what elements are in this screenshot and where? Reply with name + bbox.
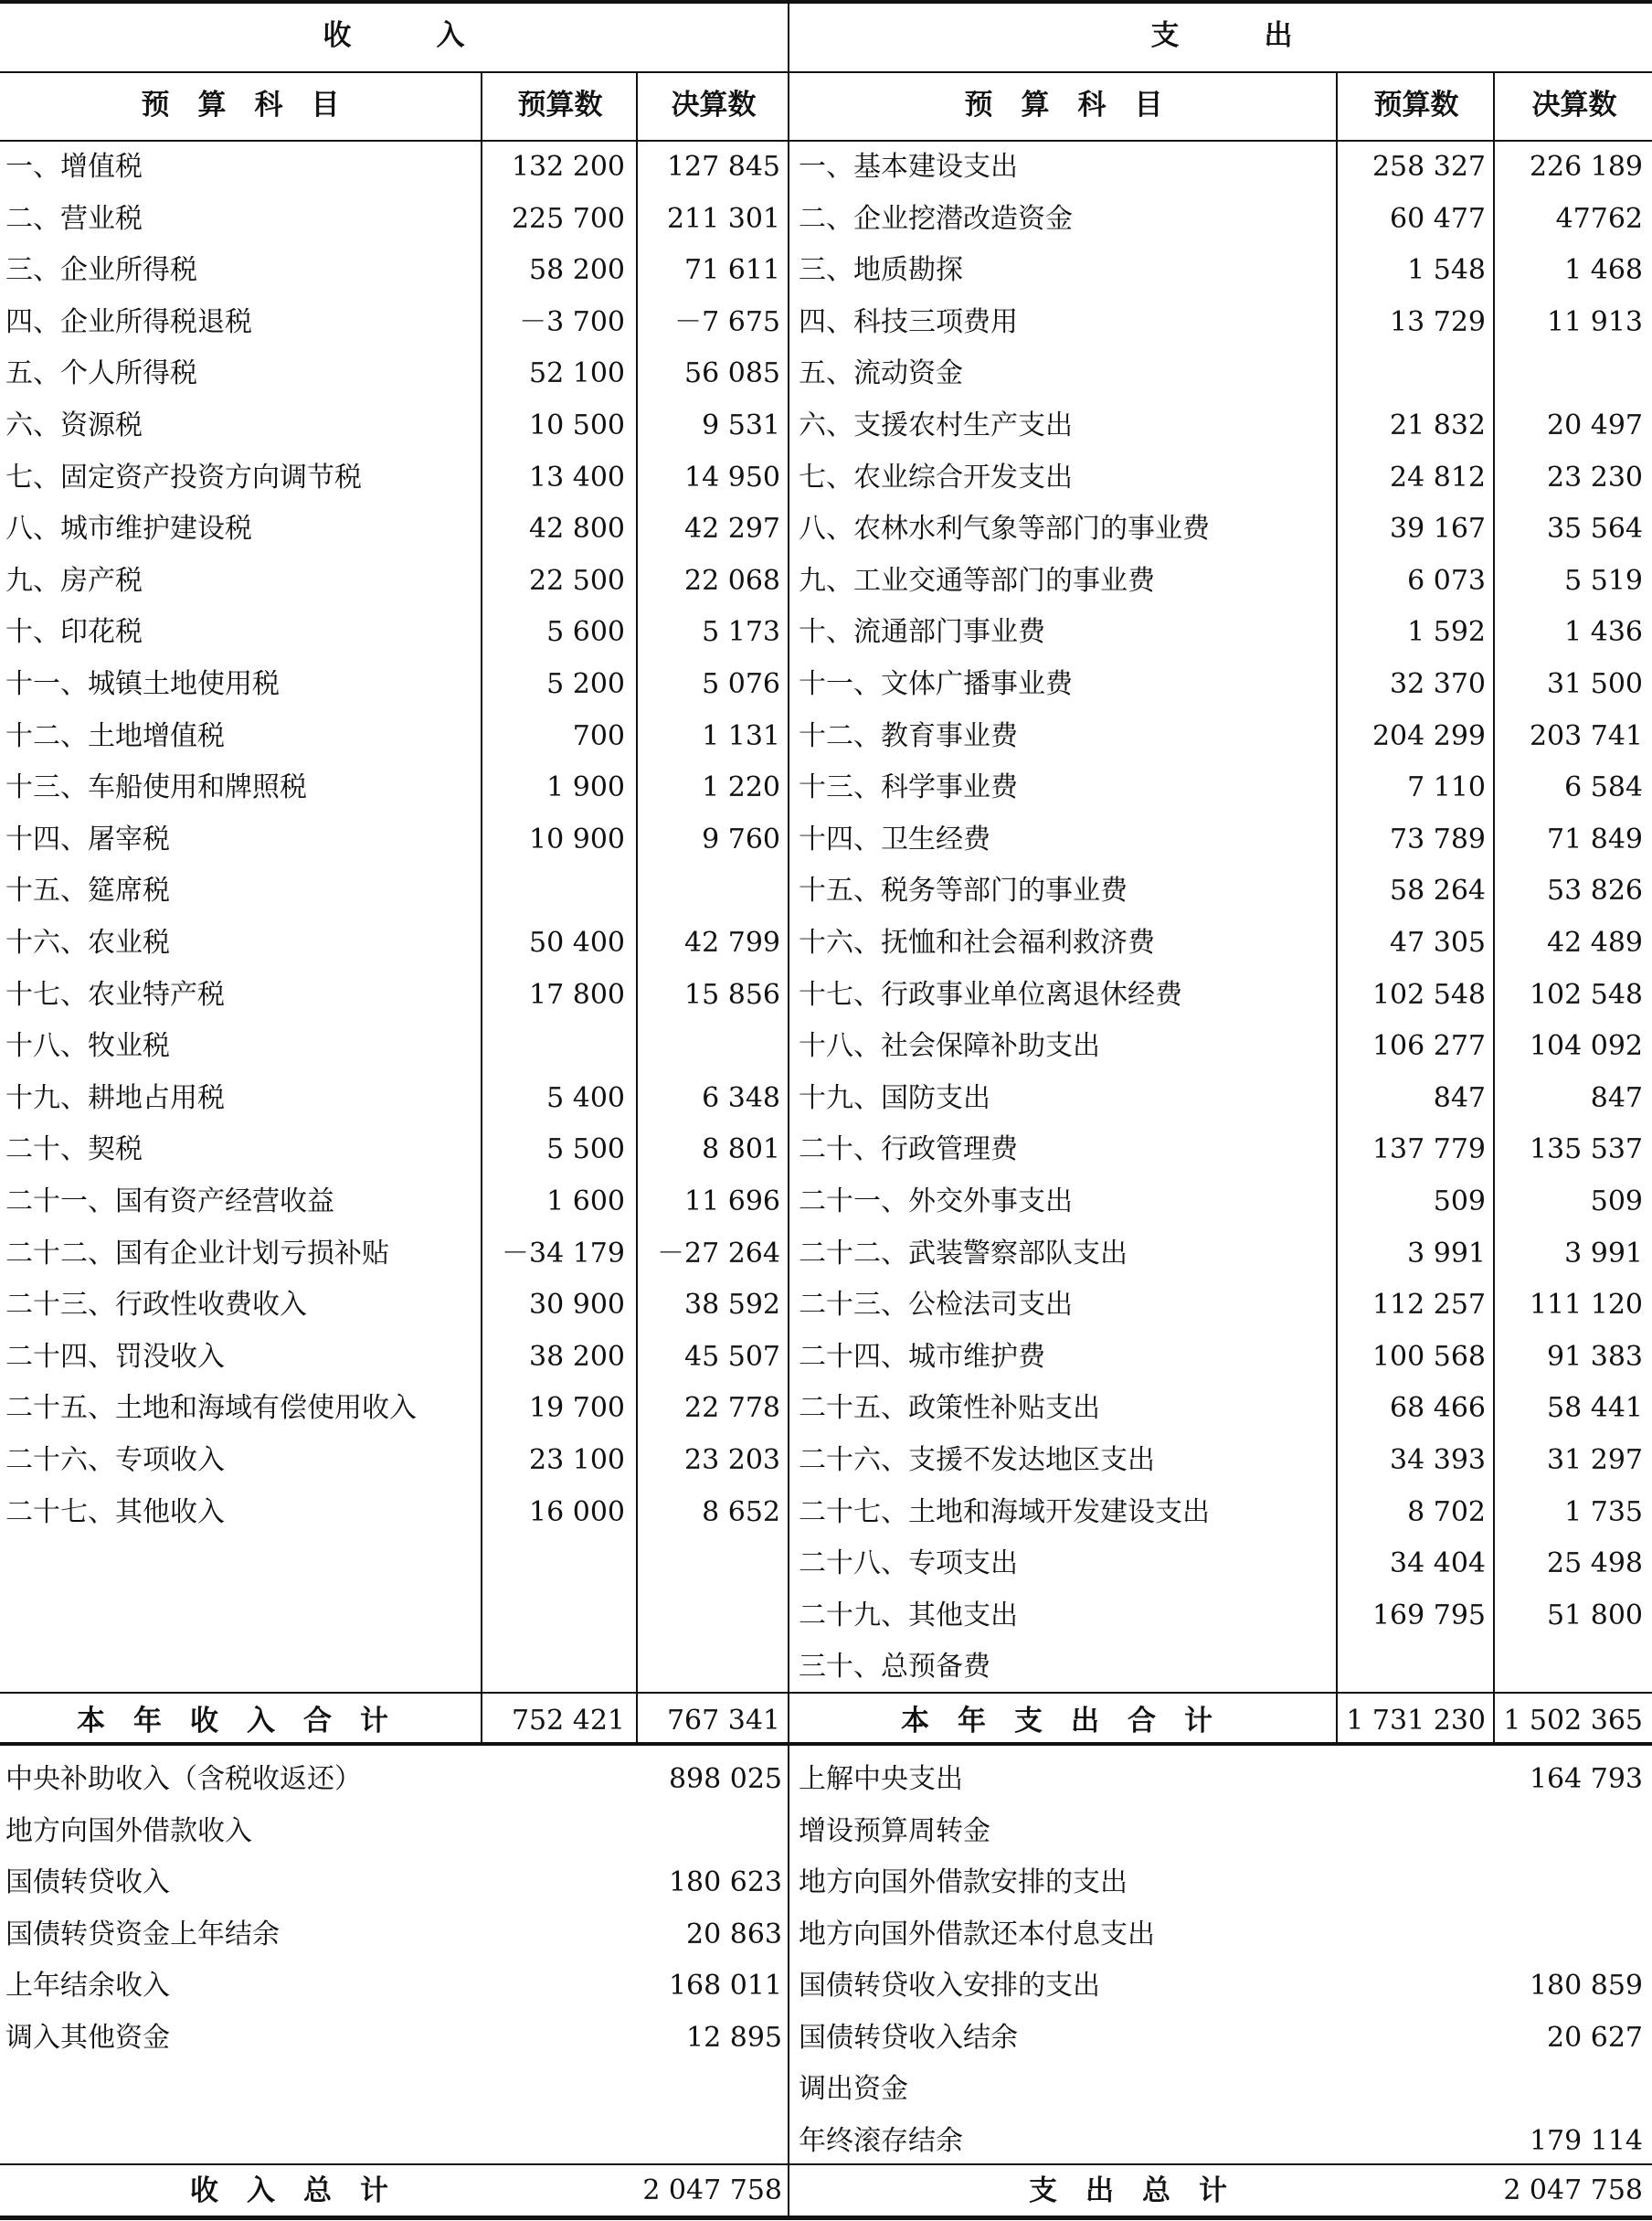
expense-subject-cell: 十八、社会保障补助支出 xyxy=(799,1030,1100,1062)
expense-subject-cell: 七、农业综合开发支出 xyxy=(799,462,1073,494)
income-budget-cell: 58 200 xyxy=(529,254,625,286)
income-final-cell: 45 507 xyxy=(684,1341,780,1373)
expense-budget-cell: 258 327 xyxy=(1371,151,1486,183)
income-annual-total-final: 767 341 xyxy=(666,1705,780,1737)
income-budget-header: 预算数 xyxy=(517,89,603,122)
expense-budget-cell: 106 277 xyxy=(1371,1030,1486,1062)
income-final-cell: 14 950 xyxy=(684,462,780,494)
income-final-cell: 211 301 xyxy=(666,203,780,235)
expense-budget-cell: 7 110 xyxy=(1407,771,1486,803)
expense-budget-cell: 24 812 xyxy=(1390,462,1486,494)
income-final-cell: 71 611 xyxy=(684,254,780,286)
expense-final-cell: 102 548 xyxy=(1529,979,1643,1011)
income-subject-cell: 十八、牧业税 xyxy=(5,1030,170,1062)
expense-subject-cell: 十四、卫生经费 xyxy=(799,824,990,855)
income-final-cell: 15 856 xyxy=(684,979,780,1011)
expense-subject-cell: 二十六、支援不发达地区支出 xyxy=(799,1444,1155,1476)
income-final-cell: 5 076 xyxy=(702,668,780,700)
expense-subject-cell: 二、企业挖潜改造资金 xyxy=(799,203,1073,235)
expense-subject-cell: 十一、文体广播事业费 xyxy=(799,668,1073,700)
expense-subject-cell: 四、科技三项费用 xyxy=(799,306,1018,338)
income-subject-cell: 二十四、罚没收入 xyxy=(5,1341,225,1373)
expense-final-cell: 847 xyxy=(1590,1082,1643,1114)
income-section-title: 收 入 xyxy=(323,19,465,52)
income-final-cell: 8 801 xyxy=(702,1133,780,1165)
income-final-cell: 38 592 xyxy=(684,1289,780,1321)
income-final-cell: 127 845 xyxy=(666,151,780,183)
income-budget-cell: －34 179 xyxy=(502,1238,625,1270)
income-subject-cell: 二十三、行政性收费收入 xyxy=(5,1289,307,1321)
income-final-cell: 5 173 xyxy=(702,616,780,648)
expense-budget-cell: 100 568 xyxy=(1371,1341,1486,1373)
expense-final-cell: 31 500 xyxy=(1547,668,1643,700)
expense-extra-subject-cell: 地方向国外借款还本付息支出 xyxy=(799,1918,1155,1950)
income-subject-header: 预 算 科 目 xyxy=(141,89,340,122)
expense-grand-total-label: 支 出 总 计 xyxy=(1029,2174,1227,2207)
expense-subject-cell: 二十八、专项支出 xyxy=(799,1547,1018,1579)
expense-budget-cell: 169 795 xyxy=(1371,1599,1486,1631)
income-subject-cell: 十四、屠宰税 xyxy=(5,824,170,855)
center-divider xyxy=(788,0,789,2220)
expense-final-cell: 11 913 xyxy=(1547,306,1643,338)
income-budget-cell: 17 800 xyxy=(529,979,625,1011)
annual-total-bottom-rule xyxy=(0,1742,1652,1746)
expense-subject-cell: 十六、抚恤和社会福利救济费 xyxy=(799,927,1155,959)
header-divider xyxy=(0,71,1652,73)
income-subject-cell: 二十七、其他收入 xyxy=(5,1496,225,1528)
income-budget-cell: 30 900 xyxy=(529,1289,625,1321)
income-subject-cell: 六、资源税 xyxy=(5,409,143,441)
expense-annual-total-label: 本 年 支 出 合 计 xyxy=(901,1705,1213,1737)
expense-budget-cell: 102 548 xyxy=(1371,979,1486,1011)
expense-final-cell: 1 436 xyxy=(1564,616,1643,648)
expense-final-cell: 91 383 xyxy=(1547,1341,1643,1373)
expense-subject-cell: 二十五、政策性补贴支出 xyxy=(799,1392,1100,1424)
income-subject-cell: 十二、土地增值税 xyxy=(5,720,225,752)
income-subject-cell: 十、印花税 xyxy=(5,616,143,648)
income-final-cell: 11 696 xyxy=(684,1185,780,1217)
income-budget-cell: 52 100 xyxy=(529,357,625,389)
income-subject-cell: 十一、城镇土地使用税 xyxy=(5,668,280,700)
expense-subject-cell: 二十二、武装警察部队支出 xyxy=(799,1238,1128,1270)
income-subject-cell: 五、个人所得税 xyxy=(5,357,197,389)
income-extra-subject-cell: 国债转贷收入 xyxy=(5,1866,170,1898)
expense-final-cell: 226 189 xyxy=(1529,151,1643,183)
expense-final-cell: 5 519 xyxy=(1564,565,1643,597)
expense-subject-cell: 二十四、城市维护费 xyxy=(799,1341,1045,1373)
income-final-cell: 9 531 xyxy=(702,409,780,441)
annual-total-top-rule xyxy=(0,1692,1652,1694)
expense-subject-cell: 二十、行政管理费 xyxy=(799,1133,1018,1165)
expense-budget-cell: 112 257 xyxy=(1371,1289,1486,1321)
income-budget-cell: 10 500 xyxy=(529,409,625,441)
expense-final-cell: 35 564 xyxy=(1547,513,1643,545)
expense-extra-value-cell: 20 627 xyxy=(1547,2022,1643,2054)
expense-extra-subject-cell: 上解中央支出 xyxy=(799,1763,963,1795)
expense-subject-cell: 二十三、公检法司支出 xyxy=(799,1289,1073,1321)
expense-extra-subject-cell: 调出资金 xyxy=(799,2073,908,2105)
expense-subject-cell: 十五、税务等部门的事业费 xyxy=(799,875,1128,907)
expense-extra-subject-cell: 国债转贷收入结余 xyxy=(799,2022,1018,2054)
expense-budget-cell: 60 477 xyxy=(1390,203,1486,235)
expense-subject-cell: 二十七、土地和海域开发建设支出 xyxy=(799,1496,1210,1528)
expense-budget-cell: 847 xyxy=(1433,1082,1486,1114)
income-final-header: 决算数 xyxy=(671,89,757,122)
expense-budget-cell: 34 404 xyxy=(1390,1547,1486,1579)
income-final-col-rule xyxy=(636,71,638,1744)
income-budget-cell: 225 700 xyxy=(511,203,625,235)
income-extra-subject-cell: 中央补助收入（含税收返还） xyxy=(5,1763,362,1795)
income-final-cell: 56 085 xyxy=(684,357,780,389)
income-subject-cell: 十五、筵席税 xyxy=(5,875,170,907)
expense-extra-subject-cell: 国债转贷收入安排的支出 xyxy=(799,1970,1100,2002)
income-final-cell: 22 778 xyxy=(684,1392,780,1424)
income-budget-cell: 23 100 xyxy=(529,1444,625,1476)
expense-subject-cell: 十九、国防支出 xyxy=(799,1082,990,1114)
income-extra-subject-cell: 调入其他资金 xyxy=(5,2022,170,2054)
expense-subject-cell: 三、地质勘探 xyxy=(799,254,963,286)
expense-subject-cell: 九、工业交通等部门的事业费 xyxy=(799,565,1155,597)
income-subject-cell: 二、营业税 xyxy=(5,203,143,235)
bottom-border xyxy=(0,2216,1652,2220)
expense-final-cell: 3 991 xyxy=(1564,1238,1643,1270)
expense-subject-cell: 八、农林水利气象等部门的事业费 xyxy=(799,513,1210,545)
expense-subject-cell: 十、流通部门事业费 xyxy=(799,616,1045,648)
income-extra-value-cell: 20 863 xyxy=(686,1918,782,1950)
expense-subject-cell: 六、支援农村生产支出 xyxy=(799,409,1073,441)
expense-subject-cell: 一、基本建设支出 xyxy=(799,151,1018,183)
income-final-cell: 1 220 xyxy=(702,771,780,803)
income-final-cell: 22 068 xyxy=(684,565,780,597)
income-budget-cell: 5 500 xyxy=(546,1133,625,1165)
expense-final-cell: 509 xyxy=(1590,1185,1643,1217)
income-budget-cell: 13 400 xyxy=(529,462,625,494)
income-annual-total-budget: 752 421 xyxy=(511,1705,625,1737)
income-final-cell: 1 131 xyxy=(702,720,780,752)
income-subject-cell: 十七、农业特产税 xyxy=(5,979,225,1011)
income-final-cell: 23 203 xyxy=(684,1444,780,1476)
expense-final-cell: 71 849 xyxy=(1547,824,1643,855)
expense-subject-cell: 三十、总预备费 xyxy=(799,1651,990,1683)
income-budget-cell: －3 700 xyxy=(519,306,625,338)
income-subject-cell: 二十一、国有资产经营收益 xyxy=(5,1185,334,1217)
income-subject-cell: 十九、耕地占用税 xyxy=(5,1082,225,1114)
expense-budget-cell: 32 370 xyxy=(1390,668,1486,700)
expense-annual-total-final: 1 502 365 xyxy=(1503,1705,1643,1737)
expense-final-cell: 51 800 xyxy=(1547,1599,1643,1631)
expense-final-cell: 203 741 xyxy=(1529,720,1643,752)
income-grand-total-label: 收 入 总 计 xyxy=(190,2174,388,2207)
expense-final-cell: 58 441 xyxy=(1547,1392,1643,1424)
expense-budget-cell: 1 548 xyxy=(1407,254,1486,286)
expense-budget-cell: 3 991 xyxy=(1407,1238,1486,1270)
income-subject-cell: 八、城市维护建设税 xyxy=(5,513,252,545)
expense-final-cell: 20 497 xyxy=(1547,409,1643,441)
income-final-cell: 6 348 xyxy=(702,1082,780,1114)
expense-budget-cell: 34 393 xyxy=(1390,1444,1486,1476)
expense-extra-value-cell: 179 114 xyxy=(1529,2125,1643,2157)
expense-final-cell: 31 297 xyxy=(1547,1444,1643,1476)
income-subject-cell: 二十五、土地和海域有偿使用收入 xyxy=(5,1392,417,1424)
expense-final-cell: 25 498 xyxy=(1547,1547,1643,1579)
income-subject-cell: 二十六、专项收入 xyxy=(5,1444,225,1476)
income-final-cell: 42 297 xyxy=(684,513,780,545)
income-final-cell: －7 675 xyxy=(674,306,780,338)
income-subject-cell: 三、企业所得税 xyxy=(5,254,197,286)
expense-final-cell: 42 489 xyxy=(1547,927,1643,959)
income-budget-cell: 5 400 xyxy=(546,1082,625,1114)
expense-final-cell: 1 468 xyxy=(1564,254,1643,286)
expense-final-cell: 53 826 xyxy=(1547,875,1643,907)
income-grand-total-value: 2 047 758 xyxy=(642,2174,782,2206)
income-budget-cell: 1 600 xyxy=(546,1185,625,1217)
income-budget-cell: 1 900 xyxy=(546,771,625,803)
expense-budget-cell: 6 073 xyxy=(1407,565,1486,597)
income-annual-total-label: 本 年 收 入 合 计 xyxy=(77,1705,388,1737)
expense-final-cell: 47762 xyxy=(1555,203,1643,235)
income-budget-cell: 22 500 xyxy=(529,565,625,597)
income-budget-cell: 700 xyxy=(572,720,625,752)
income-subject-cell: 七、固定资产投资方向调节税 xyxy=(5,462,362,494)
expense-budget-cell: 13 729 xyxy=(1390,306,1486,338)
expense-subject-header: 预 算 科 目 xyxy=(964,89,1163,122)
expense-extra-subject-cell: 增设预算周转金 xyxy=(799,1815,990,1847)
expense-final-cell: 23 230 xyxy=(1547,462,1643,494)
income-final-cell: －27 264 xyxy=(657,1238,780,1270)
income-extra-subject-cell: 上年结余收入 xyxy=(5,1970,170,2002)
expense-budget-cell: 204 299 xyxy=(1371,720,1486,752)
expense-subject-cell: 十七、行政事业单位离退休经费 xyxy=(799,979,1182,1011)
expense-budget-col-rule xyxy=(1336,71,1338,1744)
income-final-cell: 42 799 xyxy=(684,927,780,959)
income-subject-cell: 一、增值税 xyxy=(5,151,143,183)
expense-annual-total-budget: 1 731 230 xyxy=(1346,1705,1486,1737)
income-subject-cell: 二十二、国有企业计划亏损补贴 xyxy=(5,1238,389,1270)
expense-budget-cell: 8 702 xyxy=(1407,1496,1486,1528)
income-final-cell: 8 652 xyxy=(702,1496,780,1528)
income-subject-cell: 四、企业所得税退税 xyxy=(5,306,252,338)
expense-final-cell: 135 537 xyxy=(1529,1133,1643,1165)
income-extra-value-cell: 898 025 xyxy=(668,1763,782,1795)
expense-subject-cell: 十二、教育事业费 xyxy=(799,720,1018,752)
income-subject-cell: 十三、车船使用和牌照税 xyxy=(5,771,307,803)
expense-section-title: 支 出 xyxy=(1150,19,1293,52)
expense-subject-cell: 十三、科学事业费 xyxy=(799,771,1018,803)
expense-extra-value-cell: 164 793 xyxy=(1529,1763,1643,1795)
expense-budget-cell: 509 xyxy=(1433,1185,1486,1217)
income-extra-value-cell: 12 895 xyxy=(686,2022,782,2054)
expense-final-header: 决算数 xyxy=(1531,89,1617,122)
income-budget-cell: 132 200 xyxy=(511,151,625,183)
expense-budget-header: 预算数 xyxy=(1373,89,1459,122)
income-subject-cell: 十六、农业税 xyxy=(5,927,170,959)
header-bottom-rule xyxy=(0,140,1652,142)
income-subject-cell: 二十、契税 xyxy=(5,1133,143,1165)
expense-final-cell: 111 120 xyxy=(1529,1289,1643,1321)
grand-total-top-rule xyxy=(0,2163,1652,2165)
expense-budget-cell: 73 789 xyxy=(1390,824,1486,855)
top-border xyxy=(0,0,1652,4)
expense-extra-value-cell: 180 859 xyxy=(1529,1970,1643,2002)
income-extra-subject-cell: 地方向国外借款收入 xyxy=(5,1815,252,1847)
income-budget-cell: 19 700 xyxy=(529,1392,625,1424)
income-budget-cell: 16 000 xyxy=(529,1496,625,1528)
income-extra-value-cell: 168 011 xyxy=(668,1970,782,2002)
expense-subject-cell: 二十一、外交外事支出 xyxy=(799,1185,1073,1217)
expense-grand-total-value: 2 047 758 xyxy=(1503,2174,1643,2206)
income-budget-cell: 42 800 xyxy=(529,513,625,545)
expense-budget-cell: 1 592 xyxy=(1407,616,1486,648)
expense-subject-cell: 二十九、其他支出 xyxy=(799,1599,1018,1631)
income-extra-value-cell: 180 623 xyxy=(668,1866,782,1898)
income-budget-cell: 5 200 xyxy=(546,668,625,700)
expense-final-cell: 104 092 xyxy=(1529,1030,1643,1062)
expense-budget-cell: 137 779 xyxy=(1371,1133,1486,1165)
income-budget-cell: 10 900 xyxy=(529,824,625,855)
expense-final-cell: 6 584 xyxy=(1564,771,1643,803)
income-extra-subject-cell: 国债转贷资金上年结余 xyxy=(5,1918,280,1950)
income-subject-cell: 九、房产税 xyxy=(5,565,143,597)
income-budget-cell: 38 200 xyxy=(529,1341,625,1373)
income-budget-cell: 50 400 xyxy=(529,927,625,959)
expense-budget-cell: 58 264 xyxy=(1390,875,1486,907)
income-budget-cell: 5 600 xyxy=(546,616,625,648)
expense-extra-subject-cell: 地方向国外借款安排的支出 xyxy=(799,1866,1128,1898)
expense-extra-subject-cell: 年终滚存结余 xyxy=(799,2125,963,2157)
income-final-cell: 9 760 xyxy=(702,824,780,855)
expense-budget-cell: 47 305 xyxy=(1390,927,1486,959)
expense-budget-cell: 68 466 xyxy=(1390,1392,1486,1424)
expense-budget-cell: 39 167 xyxy=(1390,513,1486,545)
income-budget-col-rule xyxy=(481,71,482,1744)
expense-budget-cell: 21 832 xyxy=(1390,409,1486,441)
expense-final-col-rule xyxy=(1493,71,1495,1744)
expense-final-cell: 1 735 xyxy=(1564,1496,1643,1528)
expense-subject-cell: 五、流动资金 xyxy=(799,357,963,389)
